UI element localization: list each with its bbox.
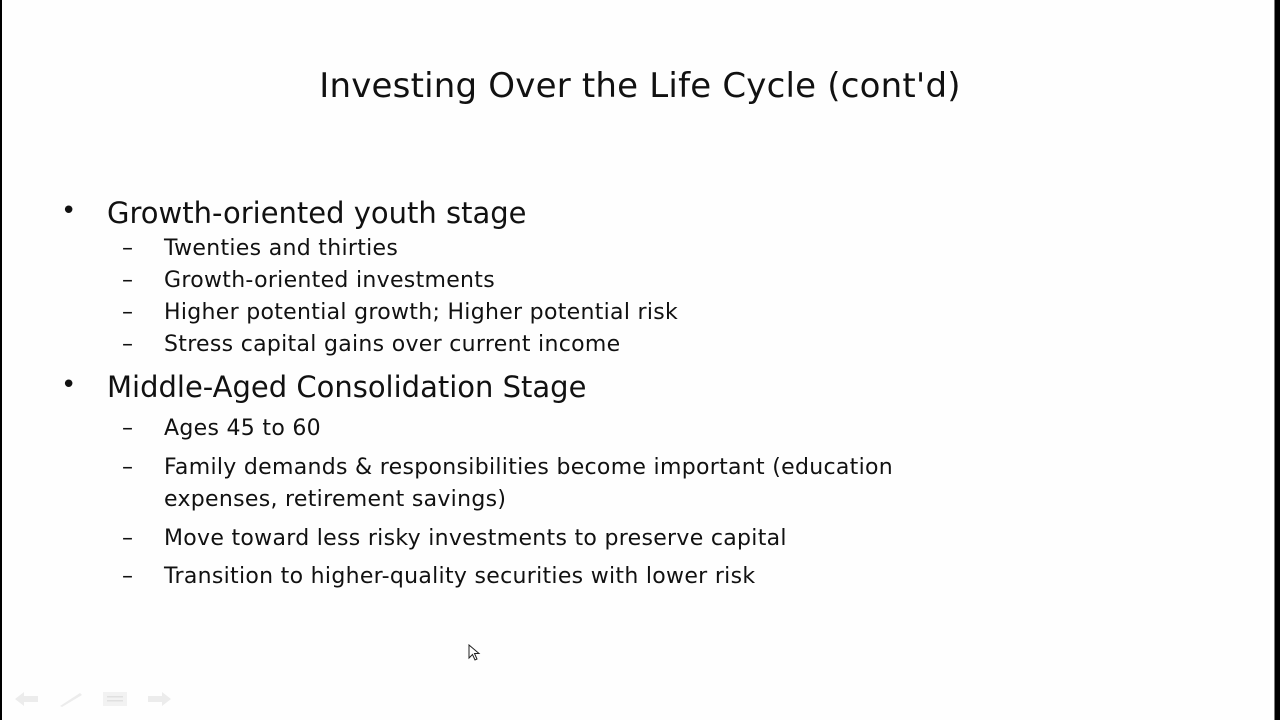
pen-icon [58, 690, 84, 708]
sub-bullet: – Move toward less risky investments to preserve capital [164, 523, 787, 555]
sub-bullet: – Stress capital gains over current income [164, 329, 620, 361]
dash-icon: – [122, 564, 134, 589]
bullet-icon: • [61, 196, 77, 226]
slide [2, 0, 1275, 720]
sub-bullet: – Ages 45 to 60 [164, 413, 321, 445]
dash-icon: – [122, 268, 134, 293]
pen-button[interactable] [58, 688, 84, 710]
mouse-cursor-icon [468, 644, 482, 666]
sub-bullet: – Higher potential growth; Higher potential risk [164, 297, 678, 329]
previous-arrow-icon [14, 691, 40, 707]
sub-bullet: – Twenties and thirties [164, 233, 398, 265]
next-arrow-icon [146, 691, 172, 707]
dash-icon: – [122, 455, 134, 480]
bullet-growth-stage: • Growth-oriented youth stage [61, 196, 527, 230]
bullet-icon: • [61, 370, 77, 400]
menu-icon [102, 691, 128, 707]
dash-icon: – [122, 332, 134, 357]
dash-icon: – [122, 526, 134, 551]
menu-button[interactable] [102, 688, 128, 710]
dash-icon: – [122, 236, 134, 261]
sub-bullet: – Growth-oriented investments [164, 265, 495, 297]
previous-slide-button[interactable] [14, 688, 40, 710]
next-slide-button[interactable] [146, 688, 172, 710]
sub-bullet: – Family demands & responsibilities become important (education [164, 452, 893, 484]
sub-bullet: – Transition to higher-quality securities with lower risk [164, 561, 755, 593]
bullet-consolidation-stage: • Middle-Aged Consolidation Stage [61, 370, 587, 404]
dash-icon: – [122, 300, 134, 325]
sub-bullet-continuation: expenses, retirement savings) [164, 487, 507, 512]
dash-icon: – [122, 416, 134, 441]
slide-title: Investing Over the Life Cycle (cont'd) [319, 66, 961, 106]
